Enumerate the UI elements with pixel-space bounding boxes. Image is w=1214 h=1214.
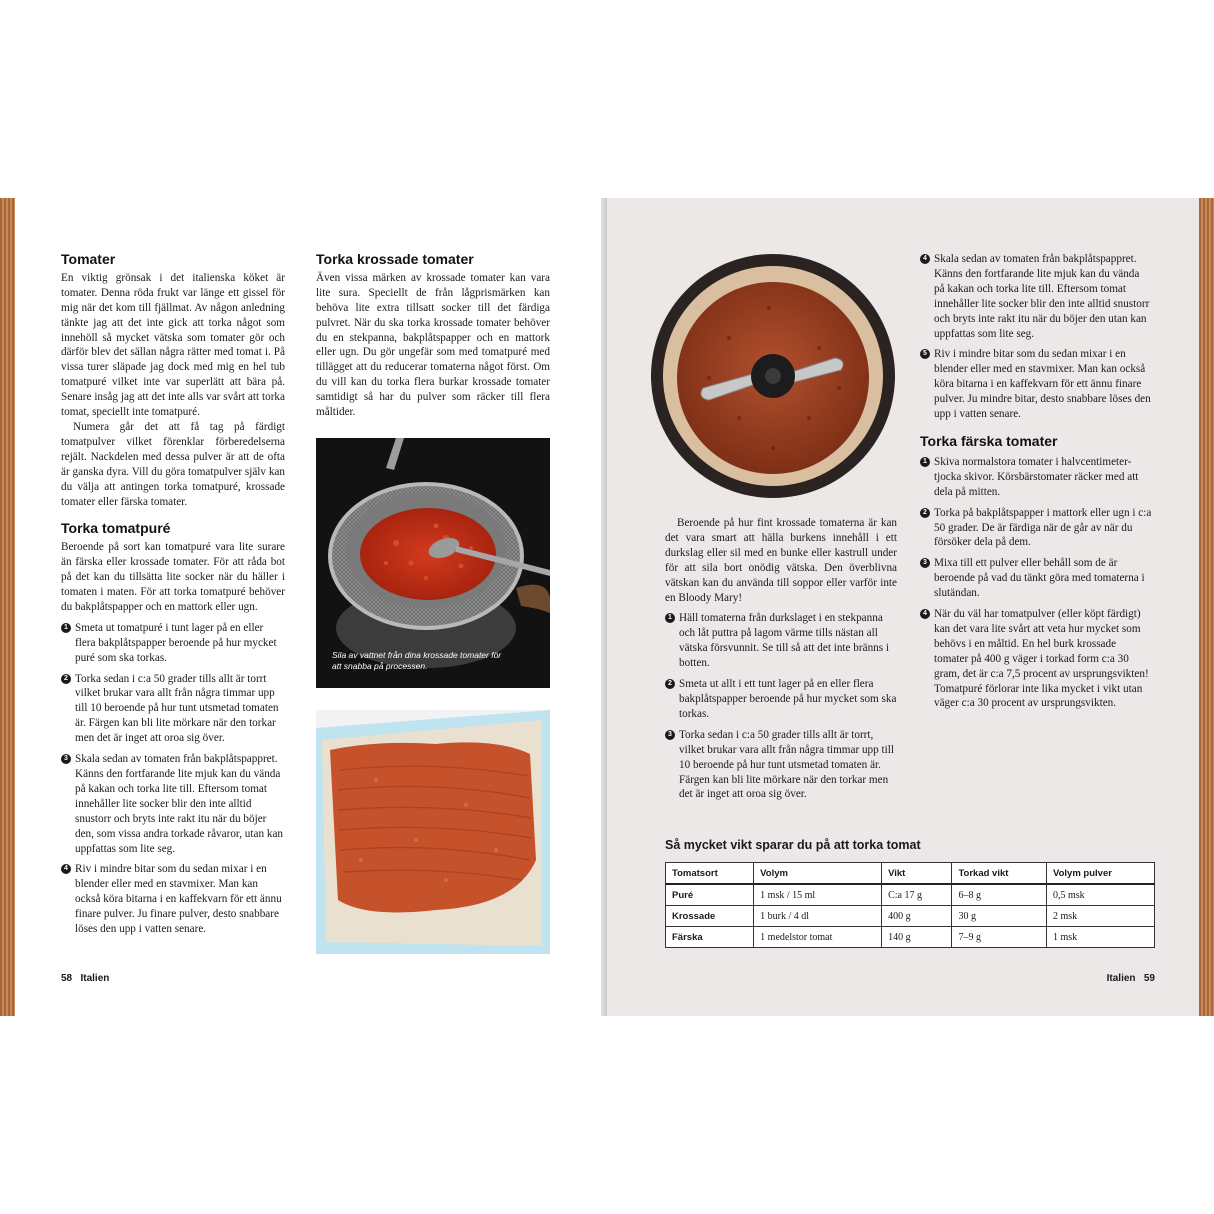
list-item bbox=[665, 611, 897, 671]
list-item bbox=[665, 677, 897, 722]
heading-torka-farska: Torka färska tomater bbox=[920, 432, 1058, 449]
left-column-1 bbox=[61, 252, 285, 943]
heading-tomater: Tomater bbox=[61, 251, 116, 267]
table-row bbox=[666, 906, 1155, 927]
step-text: Mixa till ett pulver eller behåll som de är beroende på vad du tänkt göra med tomaterna i slutändan. bbox=[934, 557, 1145, 600]
paragraph: En viktig grönsak i det italienska köket är tomater. Denna röda frukt var länge ett gissel för mig när det kom till fjällmat. Av någon anledning tänkte jag att det inte gick att torka något som innehöll så mycket vätska som tomater gör och därför blev det sällan några rätter med tomat i. På vissa turer släpade jag dock med mig en hel tub tomatpuré vilket inte var superlätt att bära på. Senare insåg jag att det inte alls var svårt att torka tomat, speciellt inte tomatpuré. bbox=[61, 271, 285, 419]
list-item bbox=[920, 347, 1152, 422]
step-text: Torka sedan i c:a 50 grader tills allt är torrt vilket brukar vara allt från några timmar upp till 10 beroende på hur tunt utsmetad tomaten är. Färgen kan bli lite mörkare när den torkar men det är inget att oroa sig över. bbox=[75, 672, 279, 745]
grinder-illustration bbox=[649, 248, 897, 502]
table-cell: 6–8 g bbox=[952, 884, 1047, 906]
book-spread bbox=[0, 198, 1214, 1016]
list-item bbox=[920, 607, 1152, 711]
table-cell: 1 msk / 15 ml bbox=[754, 884, 882, 906]
step-text: När du väl har tomatpulver (eller köpt färdigt) kan det vara lite svårt att veta hur mycket som behövs i en måltid. En hel burk krossade tomater på 400 g väger i torkad form c:a 30 gram, det är c:a 7,5 procent av ursprungsvikten! Tomatpuré förlorar inte lika mycket i vikt utan väger c:a 30 procent av ursprungsvikten. bbox=[934, 608, 1149, 710]
right-page bbox=[607, 198, 1199, 1016]
column-header: Volym pulver bbox=[1046, 863, 1154, 885]
table-cell: 0,5 msk bbox=[1046, 884, 1154, 906]
table-row bbox=[666, 927, 1155, 948]
table-row bbox=[666, 884, 1155, 906]
table-cell: Krossade bbox=[666, 906, 754, 927]
list-item bbox=[920, 506, 1152, 551]
step-number-icon: 1 bbox=[920, 457, 930, 467]
table-cell: 30 g bbox=[952, 906, 1047, 927]
list-item bbox=[61, 862, 285, 937]
table-cell: 1 msk bbox=[1046, 927, 1154, 948]
list-item bbox=[920, 556, 1152, 601]
table-cell: 1 burk / 4 dl bbox=[754, 906, 882, 927]
table-cell: 2 msk bbox=[1046, 906, 1154, 927]
step-number-icon: 4 bbox=[920, 254, 930, 264]
left-page bbox=[15, 198, 601, 1016]
list-item bbox=[61, 752, 285, 856]
paragraph: Även vissa märken av krossade tomater kan vara lite sura. Speciellt de från lågprismärken kan behöva lite extra tillsatt socker till det färdiga pulvret. När du ska torka krossade tomater behöver du en stekpanna, bakplåtspapper och en mattork eller ugn. Du gör ungefär som med tomatpuré med tillägget att du reducerar tomaterna något först. Om du vill kan du torka flera burkar krossade tomater samtidigt så har du pulver som räcker till flera måltider. bbox=[316, 271, 550, 419]
column-header: Torkad vikt bbox=[952, 863, 1047, 885]
step-text: Riv i mindre bitar som du sedan mixar i en blender eller med en stavmixer. Man kan också köra bitarna i en kaffekvarn för ett ännu finare pulver. Ju finare pulver, desto snabbare löses den upp i vatten senare. bbox=[75, 863, 282, 936]
column-header: Vikt bbox=[882, 863, 952, 885]
page-section: Italien bbox=[1106, 973, 1136, 984]
weight-table bbox=[665, 862, 1155, 948]
column-header: Volym bbox=[754, 863, 882, 885]
step-text: Riv i mindre bitar som du sedan mixar i en blender eller med en stavmixer. Man kan också köra bitarna i en kaffekvarn för ett ännu finare pulver. Ju mindre bitar, desto snabbare löses den upp i vatten senare. bbox=[934, 348, 1151, 421]
step-text: Skala sedan av tomaten från bakplåtspappret. Känns den fortfarande lite mjuk kan du vända på kakan och torka lite till. Eftersom tomat innehåller lite socker blir den inte alltid snustorr och bryts inte rakt itu när du böjer den, som vissa andra torkade råvaror, utan kan uppfattas som lite seg. bbox=[75, 753, 284, 855]
column-header: Tomatsort bbox=[666, 863, 754, 885]
step-text: Smeta ut allt i ett tunt lager på en eller flera bakplåtspapper beroende på hur mycket som ska torkas. bbox=[679, 678, 897, 720]
photo-strainer bbox=[316, 438, 550, 688]
heading-torka-krossade: Torka krossade tomater bbox=[316, 251, 474, 267]
step-text: Skala sedan av tomaten från bakplåtspappret. Känns den fortfarande lite mjuk kan du vända på kakan och torka lite till. Eftersom tomat innehåller lite socker blir den inte alltid snustorr och bryts inte rakt itu när du böjer den utan kan uppfattas som lite seg. bbox=[934, 253, 1150, 340]
photo-caption: Sila av vattnet från dina krossade tomater för att snabba på processen. bbox=[332, 650, 502, 671]
step-text: Smeta ut tomatpuré i tunt lager på en eller flera bakplåtspapper beroende på hur mycket puré som ska torkas. bbox=[75, 621, 277, 664]
right-column-1 bbox=[665, 516, 897, 808]
left-column-2 bbox=[316, 252, 550, 420]
paragraph: Numera går det att få tag på färdigt tomatpulver vilket förenklar förberedelserna rejält. Nackdelen med dessa pulver är att de ofta är ganska dyra. Vill du göra tomatpulver själv kan du välja att antingen torka tomatpuré, krossade tomater eller färska tomater. bbox=[61, 420, 285, 508]
steps-tomatpure bbox=[61, 621, 285, 937]
step-number-icon: 3 bbox=[61, 754, 71, 764]
table-header-row bbox=[666, 863, 1155, 885]
table-cell: Puré bbox=[666, 884, 754, 906]
table-cell: 400 g bbox=[882, 906, 952, 927]
paragraph: Beroende på hur fint krossade tomaterna är kan det vara smart att hälla burkens innehåll i ett durkslag eller sil med en bunke eller kastrull under för att sila bort onödig vätska. Den överblivna vätskan kan du använda till soppor eller varför inte en Bloody Mary! bbox=[665, 517, 897, 604]
step-number-icon: 2 bbox=[665, 679, 675, 689]
table-cell: 140 g bbox=[882, 927, 952, 948]
step-text: Skiva normalstora tomater i halvcentimeter-tjocka skivor. Körsbärstomater räcker med att dela på mitten. bbox=[934, 455, 1139, 498]
heading-torka-tomatpure: Torka tomatpuré bbox=[61, 520, 171, 537]
folio-left bbox=[61, 973, 109, 984]
table-cell: Färska bbox=[666, 927, 754, 948]
table-cell: C:a 17 g bbox=[882, 884, 952, 906]
page-number: 59 bbox=[1143, 973, 1155, 984]
page-edge-right bbox=[1199, 198, 1214, 1016]
list-item bbox=[920, 455, 1152, 500]
page-number: 58 bbox=[61, 973, 73, 984]
table-title: Så mycket vikt sparar du på att torka tomat bbox=[665, 838, 921, 852]
step-number-icon: 3 bbox=[665, 730, 675, 740]
step-number-icon: 1 bbox=[61, 623, 71, 633]
list-item bbox=[920, 252, 1152, 341]
table-cell: 7–9 g bbox=[952, 927, 1047, 948]
steps-krossade-continued bbox=[920, 252, 1152, 422]
step-number-icon: 3 bbox=[920, 558, 930, 568]
paragraph: Beroende på sort kan tomatpuré vara lite surare än färska eller krossade tomater. För att råda bot på det kan du tillsätta lite socker när du häller i tomaten i maten. För att torka tomatpuré behöver du bakplåtspapper och en mattork eller ugn. bbox=[61, 541, 285, 613]
step-number-icon: 4 bbox=[920, 609, 930, 619]
table-cell: 1 medelstor tomat bbox=[754, 927, 882, 948]
page-edge-left bbox=[0, 198, 15, 1016]
step-text: Torka sedan i c:a 50 grader tills allt är torrt, vilket brukar vara allt från några timmar upp till 10 beroende på hur tunt utsmetad tomaten är. Färgen kan bli lite mörkare när den torkar men det är inget att oroa sig över. bbox=[679, 728, 894, 801]
step-number-icon: 5 bbox=[920, 349, 930, 359]
list-item bbox=[665, 728, 897, 803]
dried-sheet-illustration bbox=[316, 710, 550, 954]
step-text: Häll tomaterna från durkslaget i en stekpanna och låt puttra på lagom värme tills nästan all vätska försvunnit. Se till så att det inte bränns i botten. bbox=[679, 612, 890, 670]
list-item bbox=[61, 621, 285, 666]
photo-dried-tomato-sheet bbox=[316, 710, 550, 954]
step-number-icon: 2 bbox=[920, 508, 930, 518]
right-column-2 bbox=[920, 252, 1152, 717]
step-number-icon: 2 bbox=[61, 674, 71, 684]
step-number-icon: 1 bbox=[665, 613, 675, 623]
page-section: Italien bbox=[80, 973, 110, 984]
step-number-icon: 4 bbox=[61, 864, 71, 874]
steps-krossade bbox=[665, 611, 897, 802]
folio-right bbox=[1107, 973, 1155, 984]
steps-farska bbox=[920, 455, 1152, 712]
step-text: Torka på bakplåtspapper i mattork eller ugn i c:a 50 grader. De är färdiga när de går av när du försöker dela på dem. bbox=[934, 506, 1152, 549]
list-item bbox=[61, 672, 285, 747]
photo-grinder bbox=[649, 248, 897, 502]
